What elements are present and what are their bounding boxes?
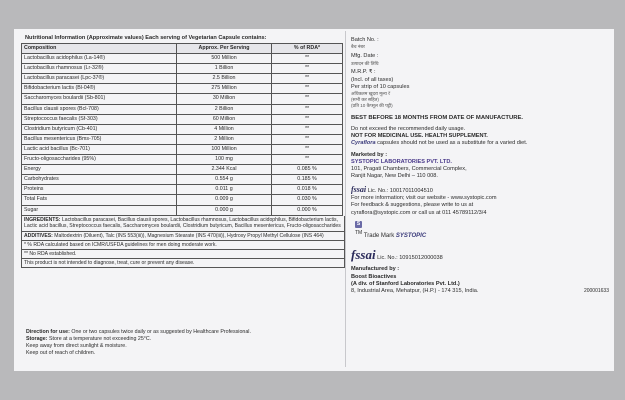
ingredients-label: INGREDIENTS: (24, 216, 61, 223)
additives-box (21, 232, 345, 242)
info-line-3: cyraflora@systopic.com or call us at 011 45789112/3/4 (351, 209, 487, 216)
info-line-1: For more information; visit our website - www.systopic.com (351, 195, 497, 202)
substitute-text: capsules should not be used as a substitute for a varied diet. (375, 140, 528, 147)
not-exceed: Do not exceed the recommended daily usage. (351, 125, 466, 132)
rda-note: * % RDA calculated based on ICMR/USFDA guidelines for men doing moderate work. (21, 241, 345, 250)
composition-cell: Streptococcus faecalis (Sf-303) (22, 114, 177, 124)
marketer-address-2: Ranjit Nagar, New Delhi – 110 008. (351, 173, 438, 180)
composition-cell: Bifidobacterium lactis (Bl-04®) (22, 84, 177, 94)
header-composition: Composition (22, 44, 177, 54)
no-rda-note: ** No RDA established. (21, 250, 345, 259)
mfg-date-label: Mfg. Date : (351, 53, 379, 60)
strip-hindi: (प्रति 10 कैप्सूल की पट्टी) (351, 103, 393, 109)
rda-cell: 0.185 % (272, 175, 343, 185)
fssai-line-2 (351, 247, 609, 264)
children-line: Keep out of reach of children. (26, 349, 96, 356)
systopic-logo-icon: S (356, 220, 361, 227)
composition-cell: Total Fats (22, 195, 177, 205)
table-row (22, 144, 343, 154)
per-serving-cell: 100 Million (177, 144, 272, 154)
brand-name: Cyraflora (351, 140, 376, 147)
table-row (22, 134, 343, 144)
rda-cell: ** (272, 84, 343, 94)
sunlight-line: Keep away from direct sunlight & moisture. (26, 342, 127, 349)
per-serving-cell: 1 Billion (177, 64, 272, 74)
substitute-note (351, 140, 609, 147)
tm-mark: TM (355, 229, 363, 236)
table-row (22, 114, 343, 124)
ingredients-box (21, 216, 345, 232)
rda-cell: ** (272, 114, 343, 124)
table-row (22, 124, 343, 134)
rda-cell: 0.085 % (272, 165, 343, 175)
mfg-date-hindi: उत्पादन की तिथि (351, 60, 379, 66)
rda-cell: ** (272, 134, 343, 144)
rda-cell: 0.000 % (272, 205, 343, 215)
fssai-logo-small: fssai (351, 184, 367, 194)
batch-hindi: बैच नंबर (351, 44, 365, 50)
nutrition-table-body (22, 54, 343, 216)
ingredients-text: Lactobacillus paracasei, Bacillus clausii spores, Lactobacillus rhamnosus, Lactobacillus acidophilus, Bifidobacterium lactis, Lactic acid bacillus, Streptococcus faecalis, Saccharomyces boulardii, Clostridium butyricum, Bacillus mesentericus, Fructo-oligosaccharides (24, 216, 341, 230)
composition-cell: Lactobacillus rhamnosus (Lr-32®) (22, 64, 177, 74)
per-serving-cell: 2 Billion (177, 104, 272, 114)
per-serving-cell: 100 mg (177, 155, 272, 165)
composition-cell: Energy (22, 165, 177, 175)
rda-cell: ** (272, 104, 343, 114)
table-row (22, 205, 343, 215)
taxes-note: (Incl. of all taxes) (351, 76, 394, 83)
rda-cell: ** (272, 54, 343, 64)
table-row (22, 84, 343, 94)
fssai-lic-1: Lic. No.: 10017011004510 (367, 187, 433, 194)
per-serving-cell: 0.000 g (177, 205, 272, 215)
rda-cell: ** (272, 144, 343, 154)
table-row (22, 74, 343, 84)
batch-label: Batch No. : (351, 37, 379, 43)
rda-cell: ** (272, 124, 343, 134)
per-serving-cell: 2.5 Billion (177, 74, 272, 84)
rda-cell: ** (272, 155, 343, 165)
composition-cell: Sugar (22, 205, 177, 215)
label-info-section (351, 37, 609, 296)
table-row (22, 195, 343, 205)
manufactured-by-label: Manufactured by : (351, 266, 400, 273)
per-serving-cell: 30 Million (177, 94, 272, 104)
nutrition-section (21, 35, 349, 268)
table-row (22, 64, 343, 74)
per-serving-cell: 0.554 g (177, 175, 272, 185)
trade-mark-text: Trade Mark (362, 232, 396, 239)
manufacturer-division: (A div. of Stanford Laboratories Pvt. Ltd.) (351, 280, 460, 287)
disclaimer-note: This product is not intended to diagnose, treat, cure or prevent any disease. (21, 259, 345, 268)
product-code: 200001633 (583, 288, 609, 295)
manufacturer-address: 8, Industrial Area, Mehatpur, (H.P.) - 174 315, India. (351, 288, 479, 295)
not-medicinal: NOT FOR MEDICINAL USE. HEALTH SUPPLEMENT. (351, 133, 488, 140)
composition-cell: Carbohydrates (22, 175, 177, 185)
composition-cell: Saccharomyces boulardii (Sb-801) (22, 94, 177, 104)
table-row (22, 155, 343, 165)
table-row (22, 165, 343, 175)
composition-cell: Proteins (22, 185, 177, 195)
per-strip-note: Per strip of 10 capsules (351, 84, 410, 90)
taxes-hindi: (सभी कर सहित) (351, 97, 379, 103)
table-header-row (22, 44, 343, 54)
per-serving-cell: 500 Million (177, 54, 272, 64)
marketed-by-label: Marketed by : (351, 151, 388, 158)
storage-label: Storage: (26, 335, 48, 342)
composition-cell: Lactobacillus acidophilus (La-14®) (22, 54, 177, 64)
table-row (22, 94, 343, 104)
nutrition-table (21, 43, 343, 216)
marketer-name (351, 159, 609, 166)
carton-panel (14, 29, 614, 371)
manufacturer-name: Boost Bioactives (351, 273, 397, 280)
rda-cell: ** (272, 94, 343, 104)
directions-section (26, 329, 346, 357)
marketer-brand: SYSTOPIC (351, 158, 380, 165)
fssai-lic-2: Lic. No.: 10915012000038 (377, 254, 443, 261)
fssai-line-1 (351, 185, 609, 195)
table-row (22, 104, 343, 114)
marketer-address-1: 101, Pragati Chambers, Commercial Complex, (351, 166, 467, 173)
direction-use-label: Direction for use: (26, 329, 70, 335)
rda-cell: ** (272, 64, 343, 74)
mrp-label: M.R.P. ₹ : (351, 69, 376, 76)
header-per-serving: Approx. Per Serving (177, 44, 272, 54)
marketer-rest: LABORATORIES PVT. LTD. (379, 158, 452, 165)
manufacturer-address-line (351, 288, 609, 295)
per-serving-cell: 0.009 g (177, 195, 272, 205)
trade-brand: SYSTOPIC (395, 232, 427, 239)
storage-text: Store at a temperature not exceeding 25°C. (48, 335, 152, 342)
composition-cell: Fructo-oligosaccharides (95%) (22, 155, 177, 165)
composition-cell: Clostridium butyricum (Cb-401) (22, 124, 177, 134)
fssai-logo-large: fssai (351, 246, 376, 262)
header-rda: % of RDA* (272, 44, 343, 54)
best-before: BEST BEFORE 18 MONTHS FROM DATE OF MANUFACTURE. (351, 115, 524, 122)
mrp-hindi: अधिकतम खुदरा मूल्य ₹ (351, 91, 391, 97)
rda-cell: 0.018 % (272, 185, 343, 195)
per-serving-cell: 60 Million (177, 114, 272, 124)
nutrition-title: Nutritional Information (Approximate values) Each serving of Vegetarian Capsule contains: (25, 35, 267, 41)
additives-text: Maltodextrin (Diluent), Talc (INS 553(iii)), Magnesium Stearate (INS 470(iii)), Hydroxy Propyl Methyl Cellulose (INS 464) (54, 232, 324, 239)
composition-cell: Lactic acid bacillus (Bc-701) (22, 144, 177, 154)
table-row (22, 185, 343, 195)
info-line-2: For feedback & suggestions, please write to us at (351, 202, 474, 209)
additives-label: ADDITIVES: (24, 232, 53, 239)
per-serving-cell: 4 Million (177, 124, 272, 134)
composition-cell: Bacillus mesentericus (Bms-705) (22, 134, 177, 144)
table-row (22, 175, 343, 185)
rda-cell: 0.030 % (272, 195, 343, 205)
trade-mark-line (351, 221, 609, 241)
composition-cell: Lactobacillus paracasei (Lpc-37®) (22, 74, 177, 84)
per-serving-cell: 2 Million (177, 134, 272, 144)
rda-cell: ** (272, 74, 343, 84)
per-serving-cell: 275 Million (177, 84, 272, 94)
table-row (22, 54, 343, 64)
direction-use-text: One or two capsules twice daily or as suggested by Healthcare Professional. (71, 329, 251, 335)
storage-line (26, 336, 346, 343)
per-serving-cell: 0.011 g (177, 185, 272, 195)
column-divider (345, 31, 346, 367)
direction-use-line (26, 329, 346, 336)
composition-cell: Bacillus clausii spores (Bcl-708) (22, 104, 177, 114)
per-serving-cell: 2.344 Kcal (177, 165, 272, 175)
